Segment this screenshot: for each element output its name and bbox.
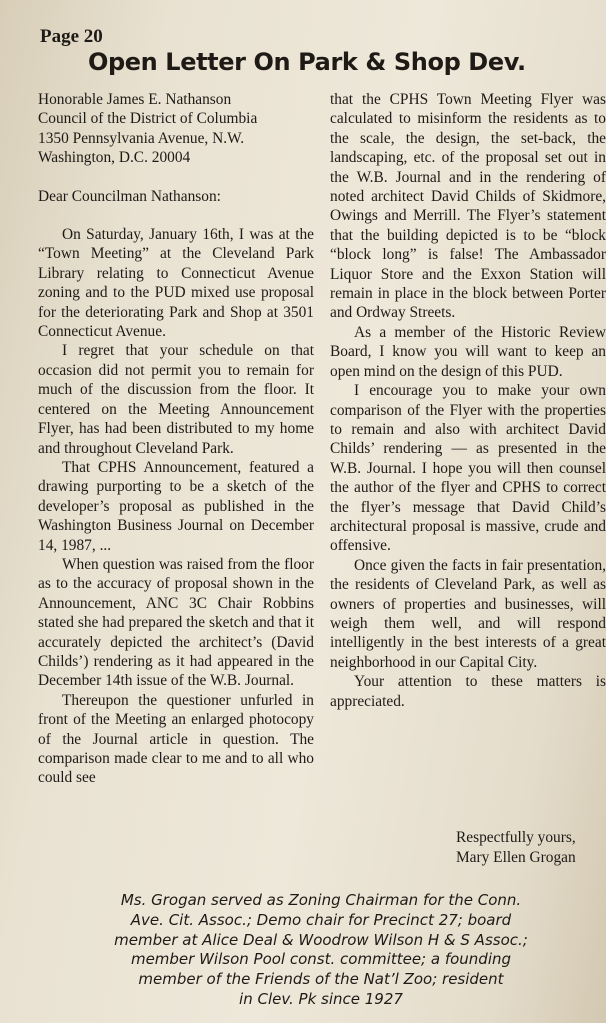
signature: Mary Ellen Grogan — [456, 849, 576, 866]
right-column — [330, 90, 606, 711]
address-line: Washington, D.C. 20004 — [38, 149, 191, 167]
letter-paragraph: I encourage you to make your own comparison of the Flyer with the properties to remain and also with architect David Childs’ rendering — as presented in the W.B. Journal. I hope you will then counsel the author of the flyer and CPHS to correct the flyer’s message that David Child’s architectural proposal is massive, crude and offensive. — [330, 382, 606, 555]
address-line: Council of the District of Columbia — [38, 110, 258, 128]
letter-paragraph: On Saturday, January 16th, I was at the “Town Meeting” at the Cleveland Park Library relating to Connecticut Avenue zoning and to the PUD mixed use proposal for the deteriorating Park and Shop at 3501 Connecticut Avenue. — [38, 226, 314, 341]
letter-paragraph: When question was raised from the floor as to the accuracy of proposal shown in the Announcement, ANC 3C Chair Robbins stated she had prepared the sketch and that it accurately depicted the architect’s (David Childs’) rendering as it had appeared in the December 14th issue of the W.B. Journal. — [38, 555, 314, 690]
bio-line: member of the Friends of the Nat’l Zoo; resident — [138, 970, 504, 989]
recipient-address — [38, 90, 314, 168]
bio-line: in Clev. Pk since 1927 — [239, 989, 403, 1008]
bio-line: member at Alice Deal & Woodrow Wilson H & S Assoc.; — [114, 930, 528, 949]
address-line: 1350 Pennsylvania Avenue, N.W. — [38, 129, 245, 147]
letter-paragraph: Once given the facts in fair presentation, the residents of Cleveland Park, as well as owners of properties and businesses, will weigh them well, and will respond intelligently in the best interests of a great neighborhood in our Capital City. — [330, 556, 606, 671]
salutation: Dear Councilman Nathanson: — [38, 187, 221, 205]
bio-line: Ave. Cit. Assoc.; Demo chair for Precinct 27; board — [130, 910, 512, 929]
letter-paragraph: I regret that your schedule on that occasion did not permit you to remain for much of the discussion from the floor. It centered on the Meeting Announcement Flyer, has had been distributed to my home and throughout Cleveland Park. — [38, 342, 314, 457]
address-line: Honorable James E. Nathanson — [38, 91, 232, 108]
letter-paragraph: As a member of the Historic Review Board, I know you will want to keep an open mind on the design of this PUD. — [330, 323, 606, 380]
letter-paragraph: that the CPHS Town Meeting Flyer was calculated to misinform the residents as to the scale, the design, the set-back, the landscaping, etc. of the proposal set out in the W.B. Journal and in the rendering of noted architect David Childs of Skidmore, Owings and Merrill. The Flyer’s statement that the building depicted is to be “block “block long” is false! The Ambassador Liquor Store and the Exxon Station will remain in place in the block between Porter and Ordway Streets. — [330, 91, 606, 322]
author-bio — [76, 891, 566, 1010]
headline: Open Letter On Park & Shop Dev. — [88, 48, 526, 76]
closing: Respectfully yours, — [456, 829, 576, 846]
closing-block — [456, 828, 576, 868]
letter-paragraph: Your attention to these matters is appreciated. — [330, 673, 606, 710]
letter-paragraph: That CPHS Announcement, featured a drawing purporting to be a sketch of the developer’s proposal as published in the Washington Business Journal on December 14, 1987, ... — [38, 458, 314, 554]
left-column — [38, 90, 314, 788]
letter-paragraph: Thereupon the questioner unfurled in front of the Meeting an enlarged photocopy of the Journal article in question. The comparison made clear to me and to all who could see — [38, 691, 314, 787]
bio-line: Ms. Grogan served as Zoning Chairman for the Conn. — [120, 891, 522, 909]
bio-line: member Wilson Pool const. committee; a founding — [130, 950, 512, 969]
page-number: Page 20 — [40, 26, 103, 47]
